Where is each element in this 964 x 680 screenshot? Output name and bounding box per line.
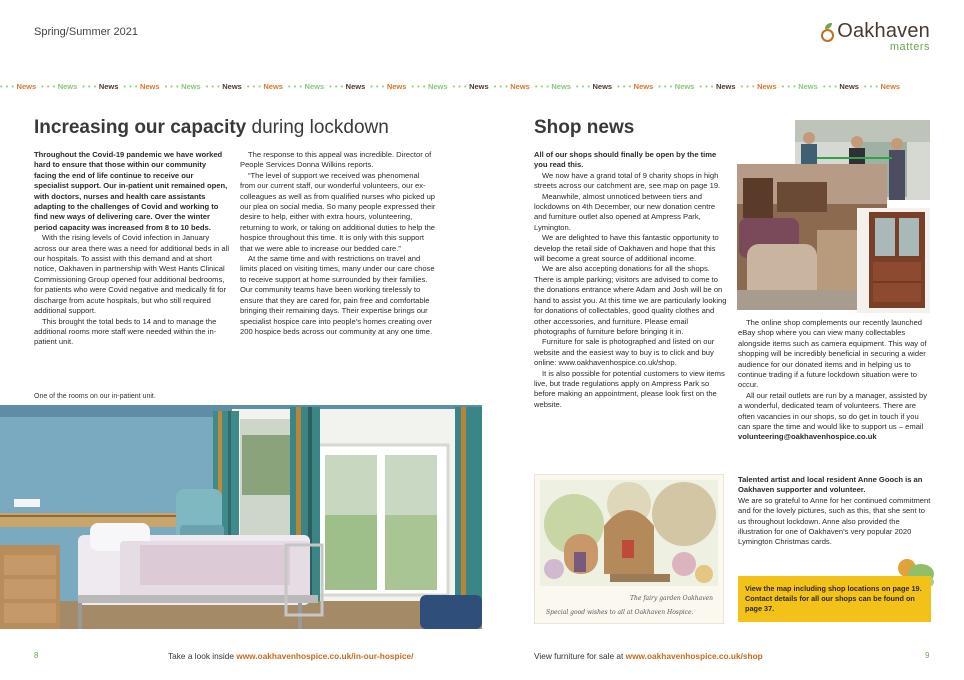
news-strip-item: • • • News — [411, 81, 448, 91]
capacity-intro: Throughout the Covid-19 pandemic we have worked hard to ensure that those within our community facing the end of life continue to receive our specialist support. Our in-patient unit remained open, with doctors, nurses and health care assistants adapting to the challenges of Covid and working to find new ways of delivering care. Over the winter period capacity was increased from 8 to 10 beds. — [34, 150, 228, 232]
shop-paragraph: All our retail outlets are run by a manager, assisted by a wonderful, dedicated team of volunteers. There are often vacancies in our shops, so do get in touch if you can spare the time and would like to support us – email — [738, 390, 928, 432]
map-callout: View the map including shop locations on page 19. Contact details for all our shops can be found on page 37. — [738, 576, 931, 622]
capacity-paragraph: This brought the total beds to 14 and to manage the additional rooms more staff were needed within the in-patient unit. — [34, 316, 217, 347]
capacity-paragraph: With the rising levels of Covid infection in January across our area there was a need for additional beds in all our hospitals. To assist with this demand and at short notice, Oakhaven in partnership with West Hants Clinical Commissioning Group opened four additional bedrooms, for patients who were Covid negative and medically fit for discharge from acute hospitals, but who still required additional support. — [34, 233, 230, 316]
news-strip-item: • • • News — [781, 81, 818, 91]
title-bold-part: Increasing our capacity — [34, 117, 247, 138]
capacity-paragraph: The response to this appeal was incredible. Director of People Services Donna Wilkins reports. — [240, 150, 432, 170]
shop-photo-collage — [737, 120, 930, 313]
gooch-column — [738, 475, 932, 548]
fairy-garden-painting — [534, 474, 724, 624]
shop-link[interactable]: www.oakhavenhospice.co.uk/shop — [625, 651, 763, 661]
footer-left-text: Take a look inside — [168, 651, 237, 661]
news-strip-item: • • • News — [493, 81, 530, 91]
volunteering-email: volunteering@oakhavenhospice.co.uk — [738, 432, 877, 442]
news-strip-item: • • • News — [287, 81, 325, 91]
brand-logo — [820, 20, 930, 53]
news-strip-item: • • • News — [617, 81, 654, 91]
brand-name: Oakhaven — [837, 20, 930, 42]
shop-paragraph: We are delighted to have this fantastic opportunity to develop the retail side of Oakhaven and hope that this will become a great source of additional income. — [534, 233, 719, 264]
news-strip-item: • • • News — [658, 81, 695, 91]
shop-paragraph: Meanwhile, almost unnoticed between tiers and lockdowns on 4th December, our new donation centre and furniture outlet also opened at Ampress Park, Lymington. — [534, 191, 716, 232]
news-strip-item: • • • News — [370, 81, 407, 91]
footer-right-text: View furniture for sale at — [534, 651, 626, 661]
news-strip-item: • • • News — [246, 81, 283, 91]
news-strip-item: • • • News — [205, 81, 242, 91]
news-strip-item: • • • News — [0, 81, 37, 91]
in-patient-room-photo — [0, 405, 482, 629]
capacity-column-2 — [240, 150, 436, 337]
shop-paragraph: The online shop complements our recently launched eBay shop where you can view many collectables alongside items such as camera equipment. This way of shopping will be incredibly beneficial in securing a wider audience for our donated items and in helping us to continue trading if a future lockdown situation were to occur. — [738, 318, 927, 390]
issue-season: Spring/Summer 2021 — [34, 26, 138, 38]
footer-left — [168, 651, 413, 661]
news-strip-item: • • • News — [123, 81, 160, 91]
gooch-paragraph: We are so grateful to Anne for her continued commitment and for the lovely pictures, such as this, that she sent to us throughout lockdown. Anne also provided the illustration for one of Oakhaven’s very popular 2020 Lymington Christmas cards. — [738, 495, 931, 547]
article-title-shop-news: Shop news — [534, 117, 635, 138]
shop-column-2 — [738, 318, 932, 443]
page-number-left: 8 — [34, 651, 39, 660]
news-strip-item: • • • News — [575, 81, 613, 91]
news-strip-item: • • • News — [863, 81, 901, 91]
shop-paragraph: Furniture for sale is photographed and listed on our website and the easiest way to buy is to click and buy online: www.oakhavenhospice.co.uk/shop. — [534, 337, 715, 368]
footer-right — [534, 651, 763, 661]
news-strip-item: • • • News — [452, 81, 489, 91]
news-strip-item: • • • News — [41, 81, 78, 91]
art-inscription: Special good wishes to all at Oakhaven Hospice. — [546, 609, 694, 616]
shop-intro: All of our shops should finally be open by the time you read this. — [534, 150, 717, 170]
brand-subtitle: matters — [889, 41, 930, 53]
shop-paragraph: We are also accepting donations for all the shops. There is ample parking; visitors are advised to come to the donations entrance where Adam and Josh will be on hand to assist you. At this time we are particularly looking for donations of collectables, good quality clothes and other accessories, and furniture. Please email photographs of furniture before bringing it in. — [534, 264, 727, 336]
news-strip — [0, 80, 964, 92]
art-title: The fairy garden Oakhaven — [630, 595, 714, 602]
page-number-right: 9 — [925, 651, 930, 660]
news-strip-item: • • • News — [740, 81, 777, 91]
article-title-capacity — [34, 117, 389, 139]
news-strip-item: • • • News — [699, 81, 736, 91]
news-strip-item: • • • News — [164, 81, 201, 91]
capacity-column-1 — [34, 150, 230, 348]
title-rest-part: during lockdown — [246, 117, 389, 138]
news-strip-item: • • • News — [329, 81, 366, 91]
news-strip-item: • • • News — [82, 81, 119, 91]
shop-paragraph: We now have a grand total of 9 charity shops in high streets across our catchment are, see map on page 19. — [534, 170, 721, 191]
news-strip-item: • • • News — [822, 81, 859, 91]
capacity-paragraph: At the same time and with restrictions on travel and limits placed on visiting times, many under our care chose to receive support at home surrounded by their families. Our community teams have been working tirelessly to ensure that they are cared for, pain free and comfortable bringing their remaining days. Their expertise brings our specialist hospice care into people’s homes creating over 200 hospice beds across our community at any one time. — [240, 254, 435, 336]
photo-caption: One of the rooms on our in-patient unit. — [34, 393, 156, 400]
leaf-icon — [820, 23, 836, 41]
hospice-tour-link[interactable]: www.oakhavenhospice.co.uk/in-our-hospice/ — [236, 651, 414, 661]
shop-paragraph: It is also possible for potential customers to view items live, but trade regulations apply on Ampress Park so before making an appointment, please look first on the website. — [534, 368, 725, 409]
shop-column-1 — [534, 150, 728, 410]
gooch-intro: Talented artist and local resident Anne Gooch is an Oakhaven supporter and volunteer. — [738, 475, 923, 495]
capacity-quote: “The level of support we received was phenomenal from our current staff, our wonderful volunteers, our ex-colleagues as well as from qualified nurses who picked up our plea on social media. So many people expressed their desire to help, either with extra hours, volunteering, returning to work, or taking on additional duties to help the hospice throughout this time. It is only with this support that we were able to increase our bedded care.” — [240, 170, 436, 253]
news-strip-item: • • • News — [534, 81, 571, 91]
